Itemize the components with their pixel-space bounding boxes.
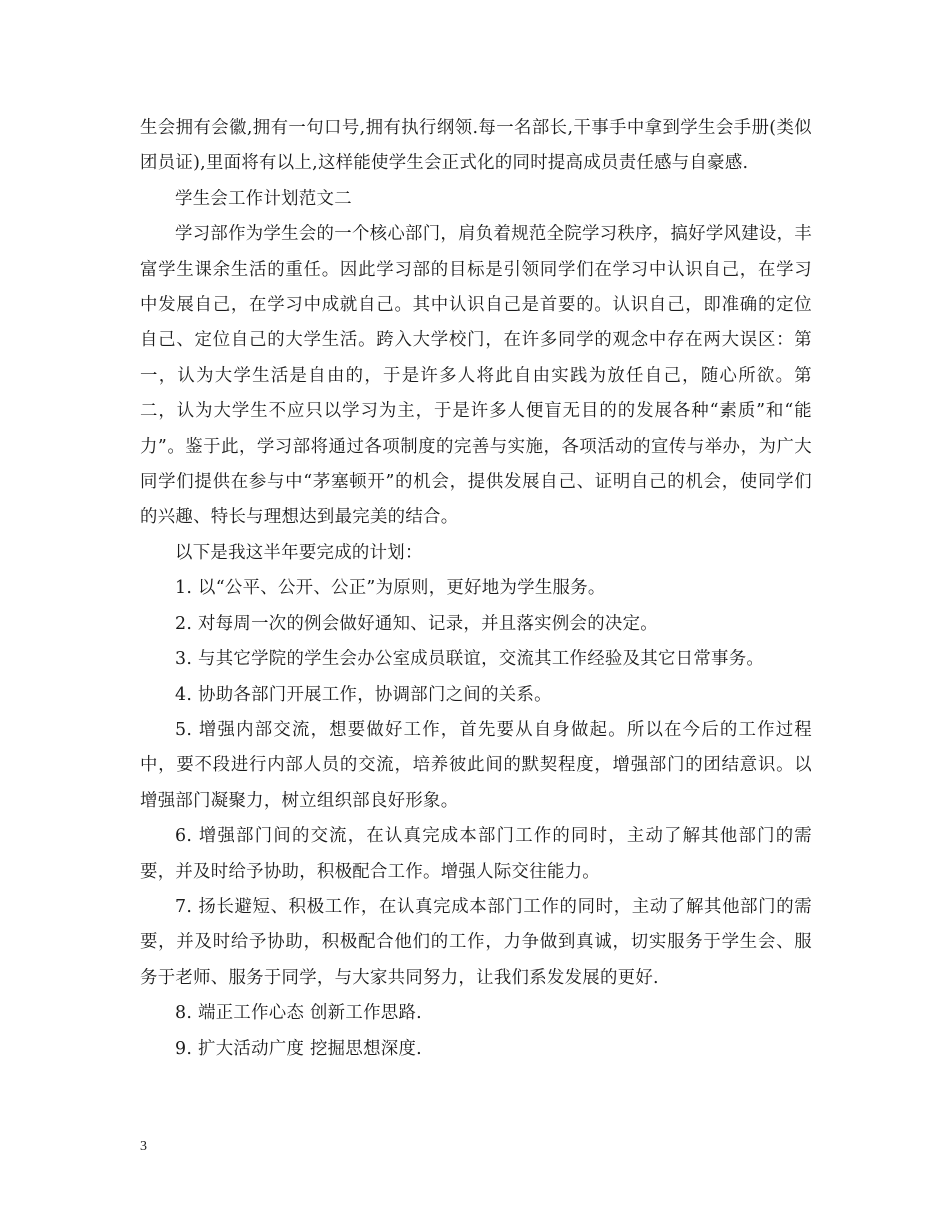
plan-item-4: 4. 协助各部门开展工作，协调部门之间的关系。 bbox=[175, 684, 552, 705]
paragraph-continuation: 生会拥有会徽,拥有一句口号,拥有执行纲领.每一名部长,干事手中拿到学生会手册(类似团员证),里面将有以上,这样能使学生会正式化的同时提高成员责任感与自豪感. bbox=[140, 118, 812, 174]
plan-item-9: 9. 扩大活动广度 挖掘思想深度. bbox=[175, 1038, 422, 1059]
plan-item-7: 7. 扬长避短、积极工作，在认真完成本部门工作的同时，主动了解其他部门的需要，并及时给予协助，积极配合他们的工作，力争做到真诚，切实服务于学生会、服务于老师、服务于同学，与大家共同努力，让我们系发发展的更好. bbox=[140, 896, 812, 988]
plan-lead-in: 以下是我这半年要完成的计划： bbox=[175, 542, 423, 563]
plan-item-1: 1. 以“公平、公开、公正”为原则，更好地为学生服务。 bbox=[175, 578, 606, 599]
section-heading: 学生会工作计划范文二 bbox=[175, 188, 352, 209]
plan-item-3: 3. 与其它学院的学生会办公室成员联谊，交流其工作经验及其它日常事务。 bbox=[175, 649, 765, 670]
paragraph-intro: 学习部作为学生会的一个核心部门，肩负着规范全院学习秩序，搞好学风建设，丰富学生课余生活的重任。因此学习部的目标是引领同学们在学习中认识自己，在学习中发展自己，在学习中成就自己。其中认识自己是首要的。认识自己，即准确的定位自己、定位自己的大学生活。跨入大学校门，在许多同学的观念中存在两大误区：第一，认为大学生活是自由的，于是许多人将此自由实践为放任自己，随心所欲。第二，认为大学生不应只以学习为主，于是许多人便盲无目的的发展各种“素质”和“能力”。鉴于此，学习部将通过各项制度的完善与实施，各项活动的宣传与举办，为广大同学们提供在参与中“茅塞顿开”的机会，提供发展自己、证明自己的机会，使同学们的兴趣、特长与理想达到最完美的结合。 bbox=[140, 224, 812, 528]
plan-item-6: 6. 增强部门间的交流，在认真完成本部门工作的同时，主动了解其他部门的需要，并及时给予协助，积极配合工作。增强人际交往能力。 bbox=[140, 826, 812, 882]
page-number: 3 bbox=[140, 1139, 147, 1154]
document-body bbox=[140, 111, 812, 1067]
plan-item-2: 2. 对每周一次的例会做好通知、记录，并且落实例会的决定。 bbox=[175, 613, 658, 634]
plan-item-8: 8. 端正工作心态 创新工作思路. bbox=[175, 1003, 422, 1024]
plan-item-5: 5. 增强内部交流，想要做好工作，首先要从自身做起。所以在今后的工作过程中，要不段进行内部人员的交流，培养彼此间的默契程度，增强部门的团结意识。以增强部门凝聚力，树立组织部良好形象。 bbox=[140, 719, 812, 811]
